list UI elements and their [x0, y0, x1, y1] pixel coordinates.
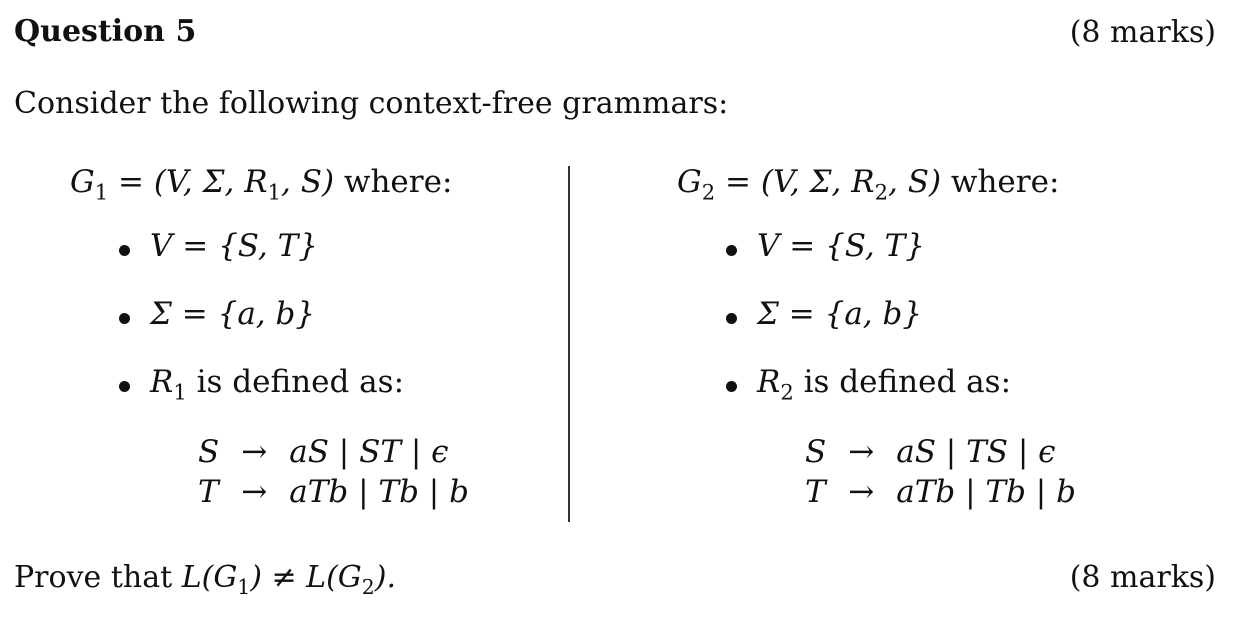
grammar-heading: $G_2 = (V$, Σ, $R_2$, S) where:: [677, 164, 1060, 205]
rule-row: S → aS | ST | ϵ: [198, 434, 449, 470]
rules-item: $R_1$ is defined as:: [70, 364, 630, 432]
prove-marks: (8 marks): [1069, 560, 1216, 595]
intro-text: Consider the following context-free grammars:: [14, 86, 729, 121]
grammar-components: [677, 228, 1237, 432]
rule-row: T → aTb | Tb | b: [805, 474, 1076, 510]
variables-item: V = {S, T}: [70, 228, 630, 296]
grammar-g1: [70, 164, 630, 510]
grammar-heading: $G_1 = (V$, Σ, $R_1$, S) where:: [70, 164, 453, 205]
prove-statement: Prove that $L(G_1) \ne L(G_2)$.: [14, 560, 397, 600]
grammar-components: [70, 228, 630, 432]
grammar-g2: [677, 164, 1237, 510]
rule-row: S → aS | TS | ϵ: [805, 434, 1056, 470]
variables-item: V = {S, T}: [677, 228, 1237, 296]
rules-item: $R_2$ is defined as:: [677, 364, 1237, 432]
production-rules: [805, 432, 1076, 512]
alphabet-item: Σ = {a, b}: [70, 296, 630, 364]
column-divider: [568, 166, 570, 522]
production-rules: [198, 432, 469, 512]
question-title: Question 5: [14, 14, 197, 49]
alphabet-item: Σ = {a, b}: [677, 296, 1237, 364]
rule-row: T → aTb | Tb | b: [198, 474, 469, 510]
question-marks: (8 marks): [1069, 15, 1216, 50]
